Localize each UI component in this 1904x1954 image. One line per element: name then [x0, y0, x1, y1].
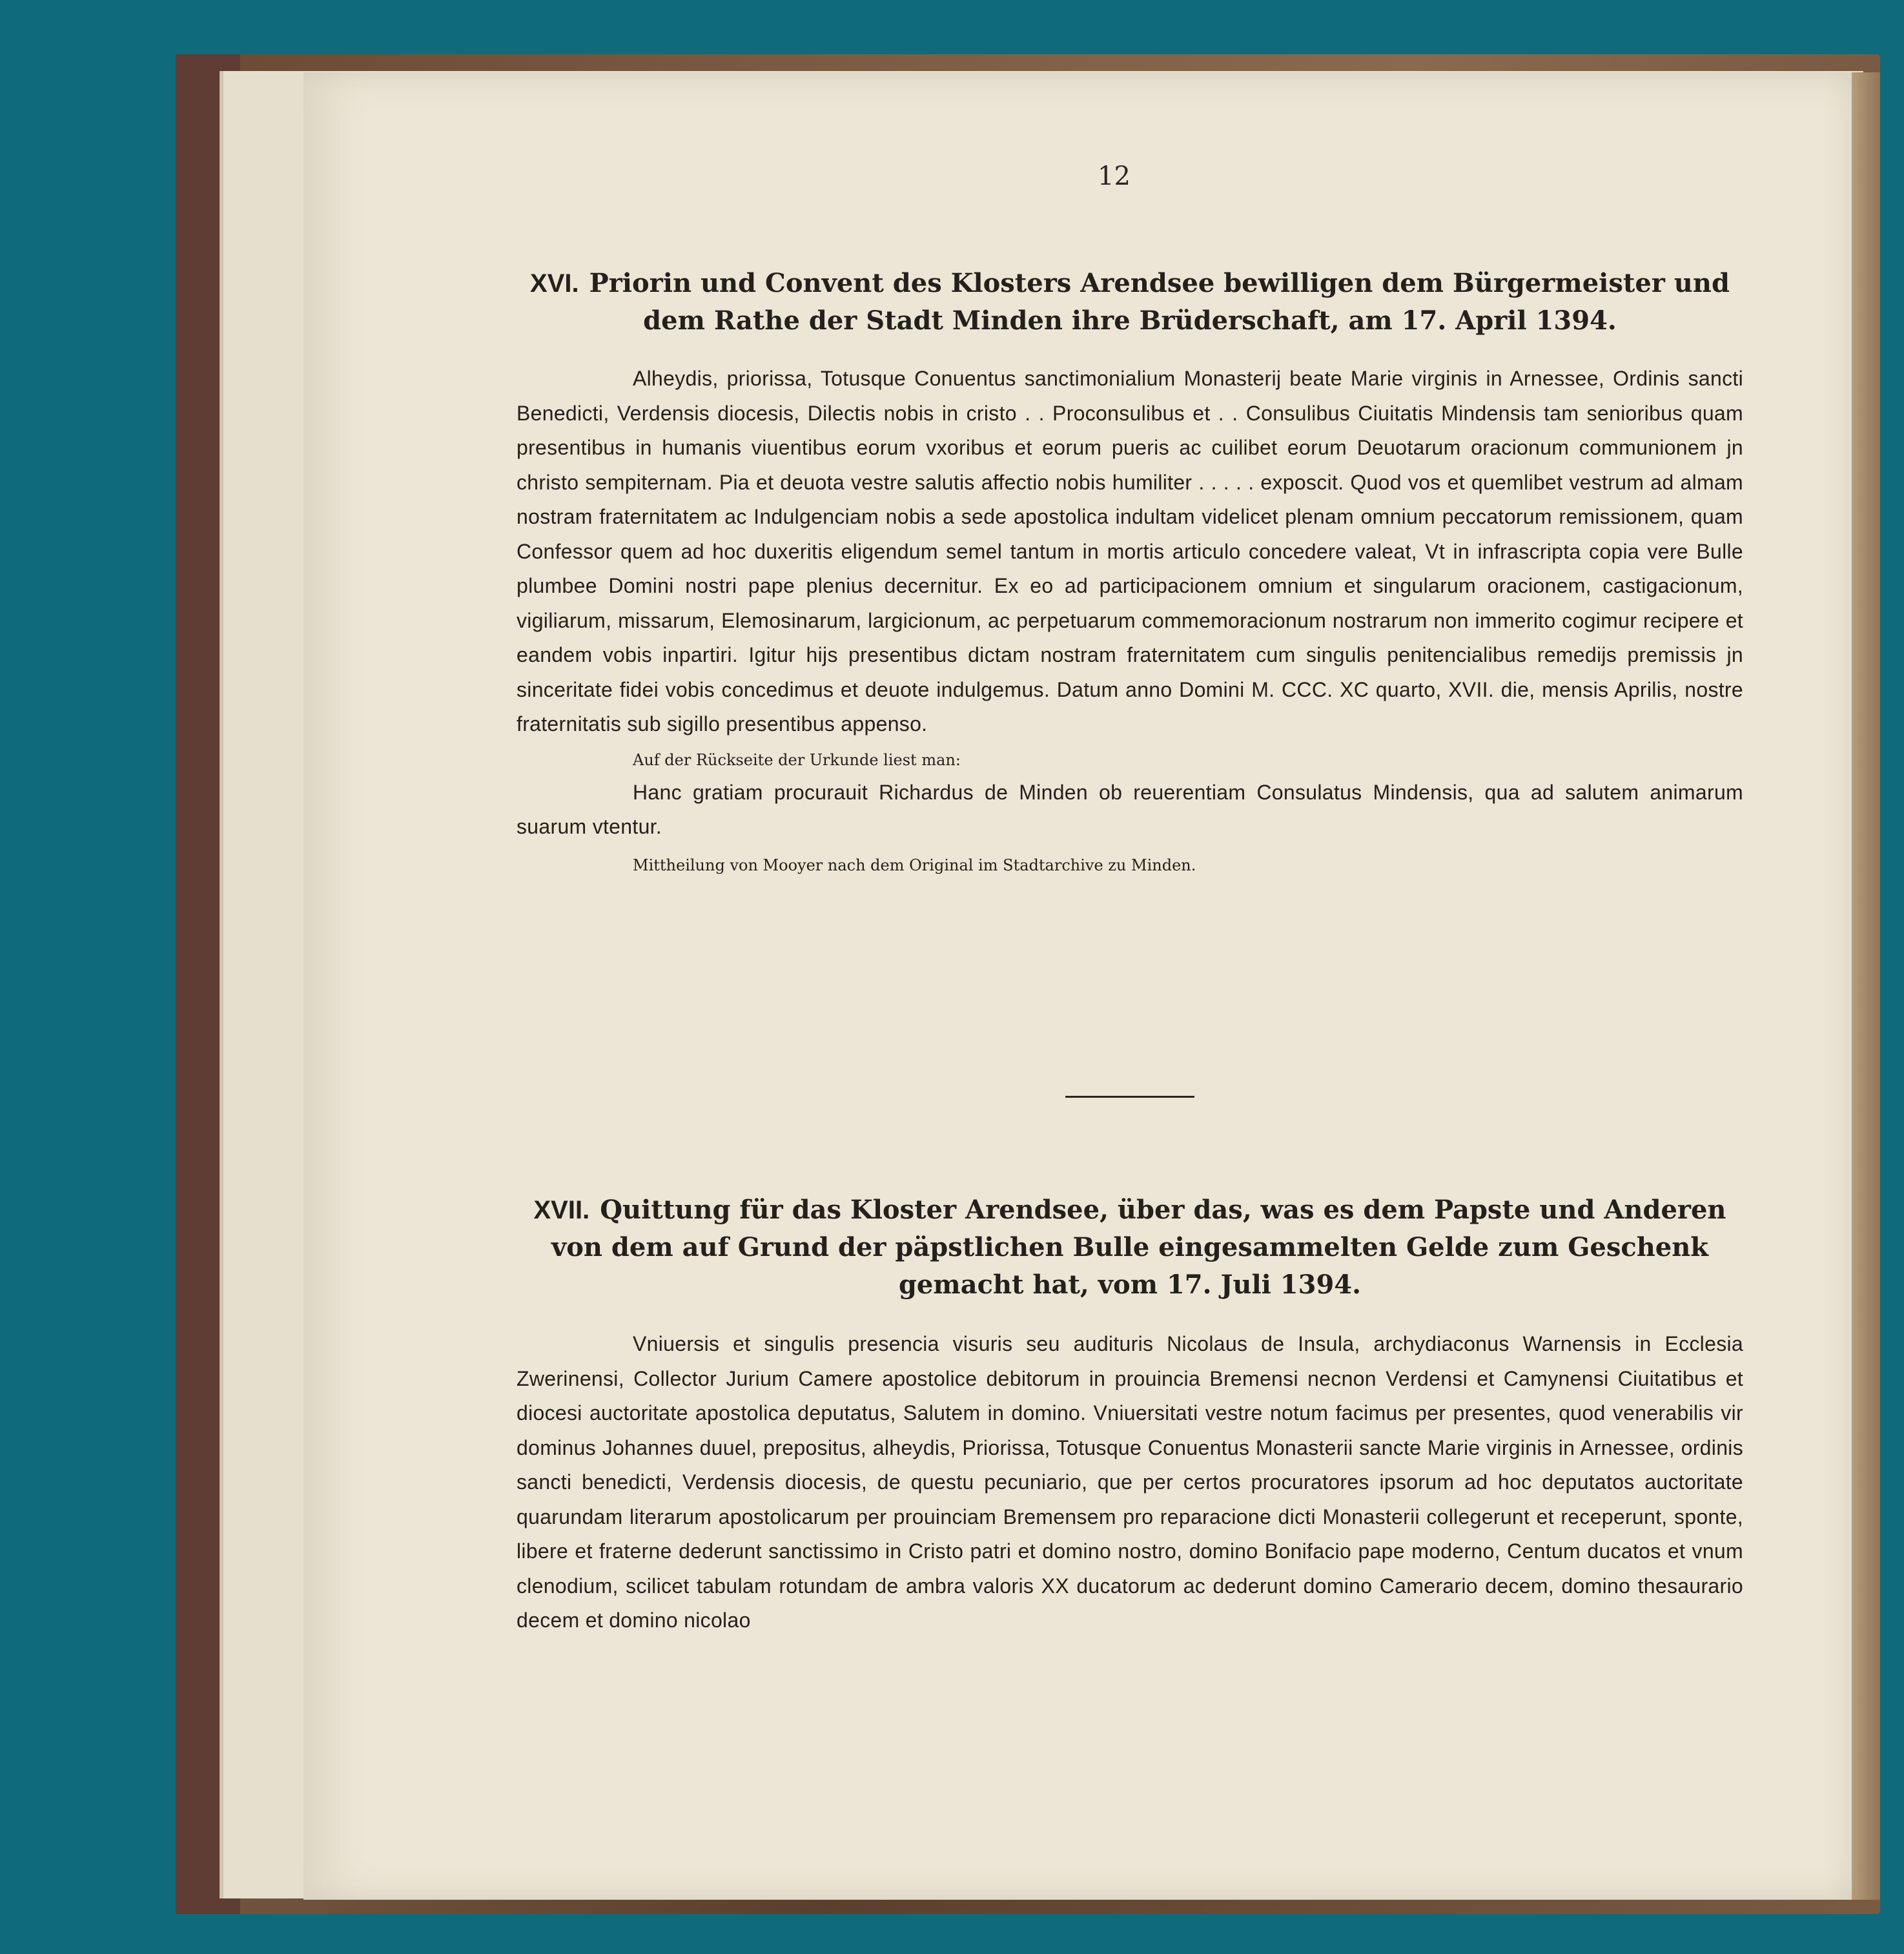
page-number: 12: [1098, 161, 1131, 191]
section-17-body: [517, 1327, 1743, 1638]
reverse-side-note-intro: Auf der Rückseite der Urkunde liest man:: [633, 750, 961, 769]
section-16-heading: [517, 265, 1743, 340]
section-divider: [1065, 1096, 1194, 1098]
section-16-title: Priorin und Convent des Klosters Arendsee bewilligen dem Bürgermeister und dem Rathe der Stadt Minden ihre Brüderschaft, am 17. April 1394.: [589, 268, 1730, 336]
section-17-heading-text: [517, 1191, 1743, 1304]
page-edge: [1852, 72, 1880, 1900]
section-16-body: [517, 362, 1743, 881]
section-16-heading-text: [517, 265, 1743, 340]
section-16-paragraph: Alheydis, priorissa, Totusque Conuentus sanctimonialium Monasterij beate Marie virginis in Arnessee, Ordinis sancti Benedicti, Verdensis diocesis, Dilectis nobis in cristo . . Proconsulibus et . . Consulibus Ciuitatis Mindensis tam senioribus quam presentibus in humanis viuentibus eorum vxoribus et eorum pueris ac cuilibet eorum Deuotarum oracionum communionem jn christo sempiternam. Pia et deuota vestre salutis affectio nobis humiliter . . . . . exposcit. Quod vos et quemlibet vestrum ad almam nostram fraternitatem ac Indulgenciam nobis a sede apostolica indultam videlicet plenam omnium peccatorum remissionem, quam Confessor quem ad hoc duxeritis eligendum semel tantum in mortis articulo concedere valeat, Vt in infrascripta copia vere Bulle plumbee Domini nostri pape plenius decernitur. Ex eo ad participacionem omnium et singularum oracionem, castigacionum, vigiliarum, missarum, Elemosinarum, largicionum, ac perpetuarum commemoracionum nostrarum non immerito cogimur recipere et eandem vobis inpartiri. Igitur hijs presentibus dictam nostram fraternitatem cum singulis penitencialibus remedijs premissis jn sinceritate fidei vobis concedimus et deuote indulgemus. Datum anno Domini M. CCC. XC quarto, XVII. die, mensis Aprilis, nostre fraternitatis sub sigillo presentibus appenso.: [517, 367, 1743, 735]
reverse-side-note-text: Hanc gratiam procurauit Richardus de Minden ob reuerentiam Consulatus Mindensis, qua ad salutem animarum suarum vtentur.: [517, 780, 1743, 838]
source-note: Mittheilung von Mooyer nach dem Original im Stadtarchive zu Minden.: [633, 856, 1196, 874]
section-17-title: Quittung für das Kloster Arendsee, über das, was es dem Papste und Anderen von dem auf Grund der päpstlichen Bulle eingesammelten Gelde zum Geschenk gemacht hat, vom 17. Juli 1394.: [551, 1195, 1726, 1300]
section-17-paragraph: Vniuersis et singulis presencia visuris seu audituris Nicolaus de Insula, archydiaconus Warnensis in Ecclesia Zwerinensi, Collector Jurium Camere apostolice debitorum in prouincia Bremensi necnon Verdensi et Camynensi Ciuitatibus et diocesi auctoritate apostolica deputatus, Salutem in domino. Vniuersitati vestre notum facimus per presentes, quod venerabilis vir dominus Johannes duuel, prepositus, alheydis, Priorissa, Totusque Conuentus Monasterii sancte Marie virginis in Arnessee, ordinis sancti benedicti, Verdensis diocesis, de questu pecuniario, que per certos procuratores ipsorum ad hoc deputatos auctoritate quarundam literarum apostolicarum per prouinciam Bremensem pro reparacione dicti Monasterii collegerunt et receperunt, sponte, libere et fraterne dederunt sanctissimo in Cristo patri et domino nostro, domino Bonifacio pape moderno, Centum ducatos et vnum clenodium, scilicet tabulam rotundam de ambra valoris XX ducatorum ac dederunt domino Camerario decem, domino thesaurario decem et domino nicolao: [517, 1332, 1743, 1632]
section-16-number: XVI.: [530, 269, 579, 298]
section-17-number: XVII.: [533, 1196, 590, 1224]
section-17-heading: [517, 1191, 1743, 1304]
